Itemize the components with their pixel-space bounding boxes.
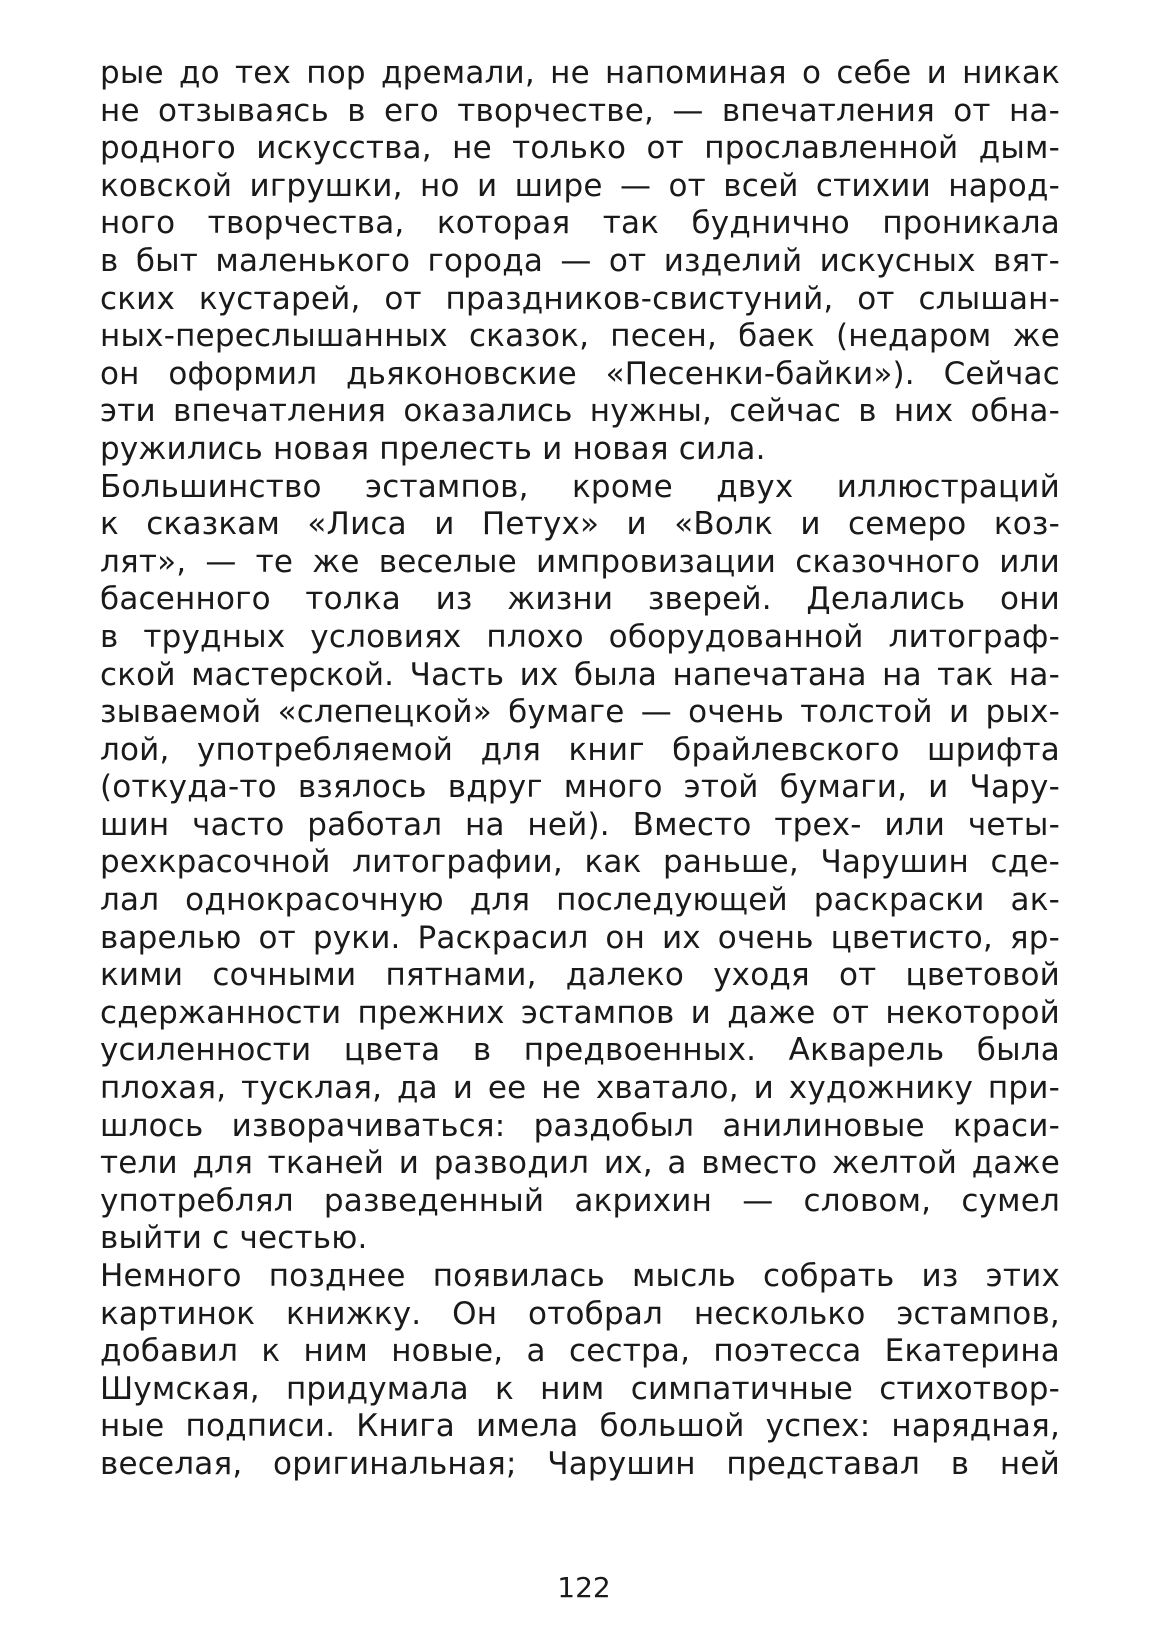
text-line: сдержанности прежних эстампов и даже от некоторой	[100, 994, 1060, 1031]
text-line: ской мастерской. Часть их была напечатана на так на-	[100, 656, 1060, 693]
text-line: ного творчества, которая так буднично проникала	[100, 205, 1060, 242]
text-line: шлось изворачиваться: раздобыл анилиновые краси-	[100, 1107, 1060, 1144]
text-line: усиленности цвета в предвоенных. Акварель была	[100, 1032, 1060, 1069]
text-line: плохая, тусклая, да и ее не хватало, и художнику при-	[100, 1070, 1060, 1107]
text-line: рехкрасочной литографии, как раньше, Чарушин сде-	[100, 844, 1060, 881]
paragraph-end-line: ружились новая прелесть и новая сила.	[100, 430, 766, 467]
text-line: ских кустарей, от праздников-свистуний, от слышан-	[100, 280, 1060, 317]
text-line: басенного толка из жизни зверей. Делались они	[100, 581, 1060, 618]
text-line: ные подписи. Книга имела большой успех: нарядная,	[100, 1408, 1060, 1445]
text-line: картинок книжку. Он отобрал несколько эстампов,	[100, 1295, 1060, 1332]
text-line: в быт маленького города — от изделий искусных вят-	[100, 242, 1060, 279]
text-line: рые до тех пор дремали, не напоминая о себе и никак	[100, 55, 1060, 91]
text-line: к сказкам «Лиса и Петух» и «Волк и семеро коз-	[100, 506, 1060, 543]
text-line: ных-переслышанных сказок, песен, баек (недаром же	[100, 318, 1060, 355]
text-line: (откуда-то взялось вдруг много этой бумаги, и Чару-	[100, 769, 1060, 806]
text-line: не отзываясь в его творчестве, — впечатления от на-	[100, 92, 1060, 129]
text-line: родного искусства, не только от прославленной дым-	[100, 130, 1060, 167]
text-line: Шумская, придумала к ним симпатичные стихотвор-	[100, 1370, 1060, 1407]
text-line: Немного позднее появилась мысль собрать из этих	[100, 1258, 1060, 1294]
text-line: употреблял разведенный акрихин — словом, сумел	[100, 1182, 1060, 1219]
text-line: лой, употребляемой для книг брайлевского шрифта	[100, 731, 1060, 768]
paragraph-end-line: выйти с честью.	[100, 1220, 368, 1257]
text-line: лят», — те же веселые импровизации сказочного или	[100, 543, 1060, 580]
text-line: кими сочными пятнами, далеко уходя от цветовой	[100, 957, 1060, 994]
text-line: добавил к ним новые, а сестра, поэтесса Екатерина	[100, 1333, 1060, 1370]
text-line: лал однокрасочную для последующей раскраски ак-	[100, 882, 1060, 919]
text-line: ковской игрушки, но и шире — от всей стихии народ-	[100, 167, 1060, 204]
text-line: эти впечатления оказались нужны, сейчас в них обна-	[100, 393, 1060, 430]
page-number: 122	[557, 1571, 611, 1604]
text-line: Большинство эстампов, кроме двух иллюстраций	[100, 468, 1060, 505]
text-line: веселая, оригинальная; Чарушин представал в ней	[100, 1445, 1060, 1482]
text-line: варелью от руки. Раскрасил он их очень цветисто, яр-	[100, 919, 1060, 956]
text-line: шин часто работал на ней). Вместо трех- или четы-	[100, 806, 1060, 843]
text-line: он оформил дьяконовские «Песенки-байки»). Сейчас	[100, 355, 1060, 392]
text-line: в трудных условиях плохо оборудованной литограф-	[100, 618, 1060, 655]
body-text	[100, 55, 1060, 1484]
text-line: зываемой «слепецкой» бумаге — очень толстой и рых-	[100, 694, 1060, 731]
text-line: тели для тканей и разводил их, а вместо желтой даже	[100, 1145, 1060, 1182]
